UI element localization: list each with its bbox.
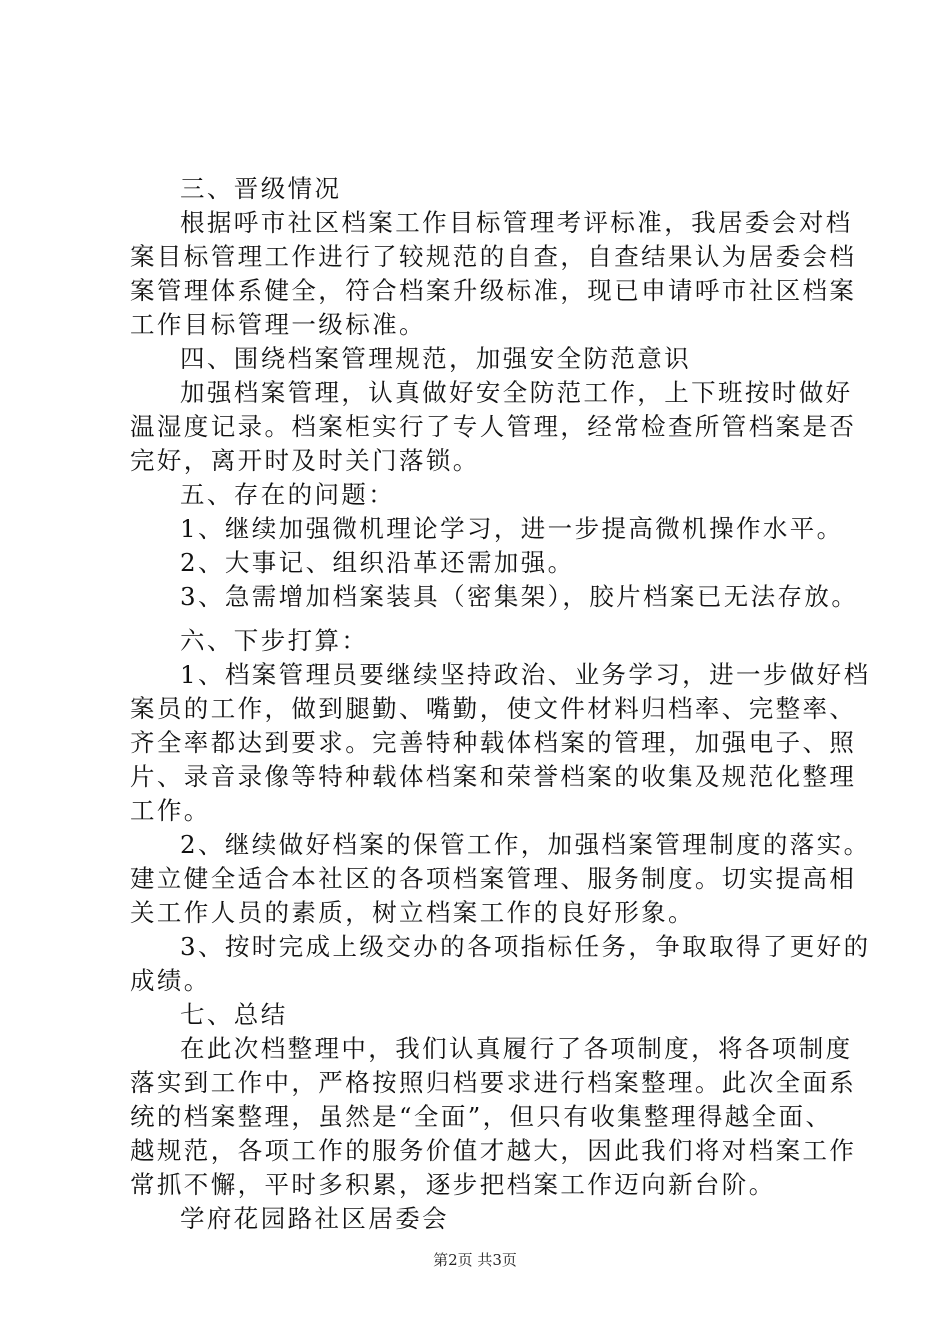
list-item: 3、按时完成上级交办的各项指标任务，争取取得了更好的: [180, 932, 871, 961]
section-heading-summary: 七、总结: [180, 1000, 288, 1029]
paragraph-line: 统的档案整理，虽然是“全面”，但只有收集整理得越全面、: [130, 1102, 833, 1131]
paragraph-line: 案目标管理工作进行了较规范的自查，自查结果认为居委会档: [130, 242, 857, 271]
section-heading-next-steps: 六、下步打算：: [180, 626, 369, 655]
section-heading-promotion: 三、晋级情况: [180, 174, 342, 203]
paragraph-line: 越规范，各项工作的服务价值才越大，因此我们将对档案工作: [130, 1136, 857, 1165]
list-item: 3、急需增加档案装具（密集架），胶片档案已无法存放。: [180, 582, 859, 611]
paragraph-line: 落实到工作中，严格按照归档要求进行档案整理。此次全面系: [130, 1068, 857, 1097]
paragraph-line: 工作目标管理一级标准。: [130, 310, 426, 339]
paragraph-line: 齐全率都达到要求。完善特种载体档案的管理，加强电子、照: [130, 728, 857, 757]
paragraph-line: 温湿度记录。档案柜实行了专人管理，经常检查所管档案是否: [130, 412, 857, 441]
section-heading-security: 四、围绕档案管理规范，加强安全防范意识: [180, 344, 692, 373]
paragraph-line: 工作。: [130, 796, 211, 825]
paragraph-line: 根据呼市社区档案工作目标管理考评标准，我居委会对档: [180, 208, 853, 237]
list-item: 2、继续做好档案的保管工作，加强档案管理制度的落实。: [180, 830, 871, 859]
paragraph-line: 案员的工作，做到腿勤、嘴勤，使文件材料归档率、完整率、: [130, 694, 857, 723]
paragraph-line: 案管理体系健全，符合档案升级标准，现已申请呼市社区档案: [130, 276, 857, 305]
paragraph-line: 片、录音录像等特种载体档案和荣誉档案的收集及规范化整理: [130, 762, 857, 791]
paragraph-line: 在此次档整理中，我们认真履行了各项制度，将各项制度: [180, 1034, 853, 1063]
paragraph-line: 建立健全适合本社区的各项档案管理、服务制度。切实提高相: [130, 864, 857, 893]
paragraph-line: 成绩。: [130, 966, 211, 995]
page-number-footer: 第2页 共3页: [433, 1251, 517, 1269]
paragraph-line: 常抓不懈，平时多积累，逐步把档案工作迈向新台阶。: [130, 1170, 776, 1199]
list-item: 1、继续加强微机理论学习，进一步提高微机操作水平。: [180, 514, 844, 543]
list-item: 2、大事记、组织沿革还需加强。: [180, 548, 575, 577]
section-heading-problems: 五、存在的问题：: [180, 480, 396, 509]
list-item: 1、档案管理员要继续坚持政治、业务学习，进一步做好档: [180, 660, 871, 689]
paragraph-line: 关工作人员的素质，树立档案工作的良好形象。: [130, 898, 695, 927]
paragraph-line: 加强档案管理，认真做好安全防范工作，上下班按时做好: [180, 378, 853, 407]
paragraph-line: 完好，离开时及时关门落锁。: [130, 446, 480, 475]
signature-organization: 学府花园路社区居委会: [180, 1204, 449, 1233]
